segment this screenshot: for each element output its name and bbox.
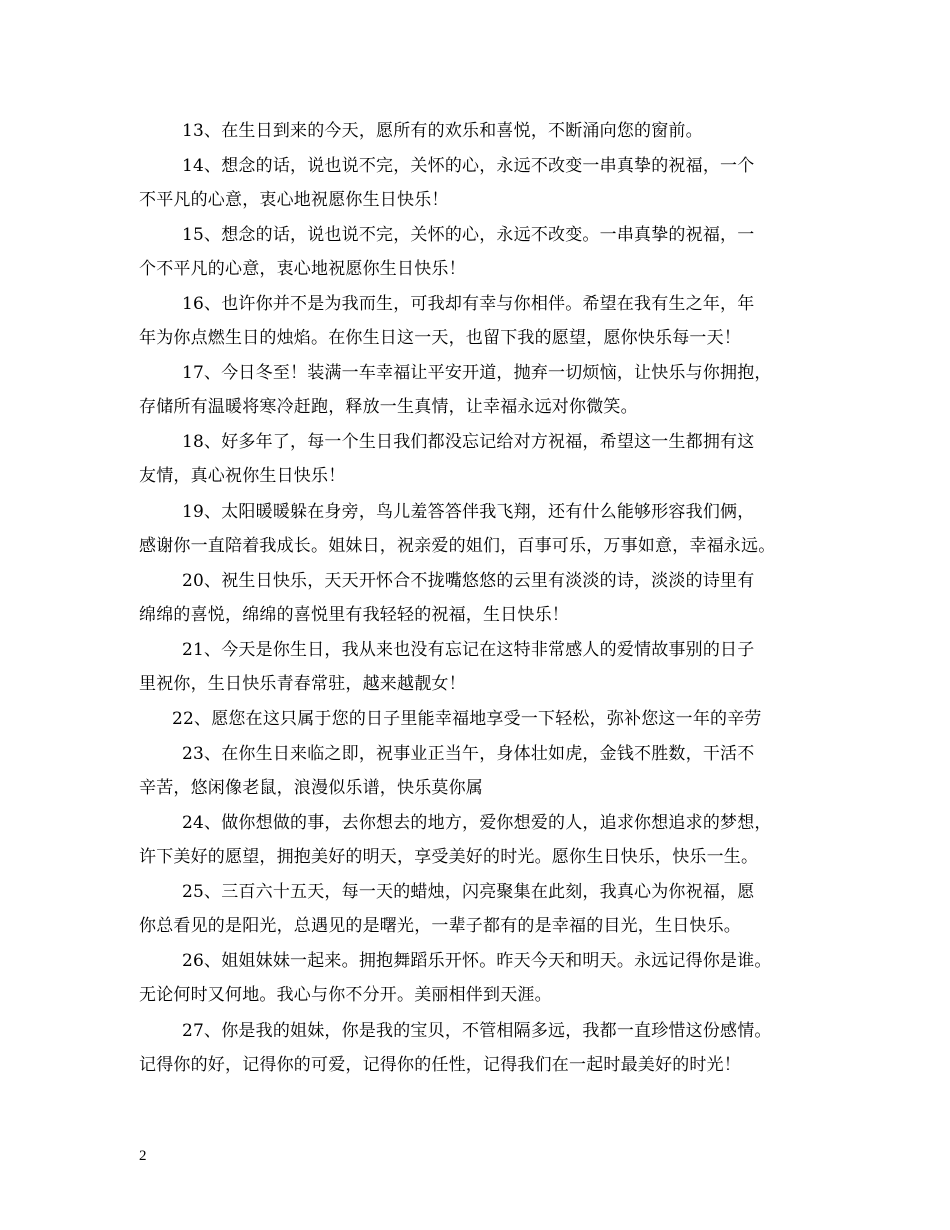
paragraph-first-line: 15、想念的话，说也说不完，关怀的心，永远不改变。一串真挚的祝福，一 — [182, 224, 755, 245]
paragraph — [139, 218, 827, 286]
paragraph-line: 许下美好的愿望，拥抱美好的明天，享受美好的时光。愿你生日快乐，快乐一生。 — [139, 847, 759, 867]
paragraph-line: 里祝你，生日快乐青春常驻，越来越靓女！ — [139, 674, 466, 694]
paragraph-first-line: 13、在生日到来的今天，愿所有的欢乐和喜悦，不断涌向您的窗前。 — [182, 121, 703, 141]
page-number: 2 — [139, 1148, 147, 1164]
paragraph-first-line: 17、今日冬至！装满一车幸福让平安开道，抛弃一切烦恼，让快乐与你拥抱， — [182, 363, 772, 384]
paragraph-line: 绵绵的喜悦，绵绵的喜悦里有我轻轻的祝福，生日快乐！ — [139, 604, 569, 625]
paragraph — [139, 944, 827, 1012]
paragraph-first-line: 19、太阳暖暖躲在身旁，鸟儿羞答答伴我飞翔，还有什么能够形容我们俩， — [182, 501, 755, 522]
paragraph-line: 感谢你一直陪着我成长。姐妹日，祝亲爱的姐们，百事可乐，万事如意，幸福永远。 — [139, 535, 776, 556]
paragraph — [139, 633, 827, 701]
paragraph-first-line: 21、今天是你生日，我从来也没有忘记在这特非常感人的爱情故事别的日子 — [182, 640, 755, 660]
paragraph-line: 年为你点燃生日的烛焰。在你生日这一天，也留下我的愿望，愿你快乐每一天！ — [139, 328, 741, 348]
paragraph — [139, 425, 827, 493]
paragraph-line: 友情，真心祝你生日快乐！ — [139, 466, 346, 487]
paragraph-first-line: 16、也许你并不是为我而生，可我却有幸与你相伴。希望在我有生之年，年 — [182, 294, 755, 314]
paragraph-first-line: 24、做你想做的事，去你想去的地方，爱你想爱的人，追求你想追求的梦想， — [182, 813, 772, 833]
paragraph-first-line: 20、祝生日快乐，天天开怀合不拢嘴悠悠的云里有淡淡的诗，淡淡的诗里有 — [182, 570, 755, 591]
paragraph-line: 辛苦，悠闲像老鼠，浪漫似乐谱，快乐莫你属 — [139, 777, 483, 798]
paragraph-first-line: 14、想念的话，说也说不完，关怀的心，永远不改变一串真挚的祝福，一个 — [182, 155, 755, 176]
paragraph — [139, 1014, 827, 1082]
paragraph — [139, 702, 827, 736]
paragraph-line: 记得你的好，记得你的可爱，记得你的任性，记得我们在一起时最美好的时光！ — [139, 1054, 741, 1075]
paragraph-first-line: 25、三百六十五天，每一天的蜡烛，闪亮聚集在此刻，我真心为你祝福，愿 — [182, 882, 755, 903]
paragraph — [139, 287, 827, 355]
paragraph-line: 无论何时又何地。我心与你不分开。美丽相伴到天涯。 — [139, 985, 552, 1006]
paragraph-line: 你总看见的是阳光，总遇见的是曙光，一辈子都有的是幸福的目光，生日快乐。 — [139, 916, 741, 937]
paragraph — [139, 737, 827, 805]
paragraph — [139, 495, 827, 563]
paragraph — [139, 149, 827, 217]
paragraph — [139, 356, 827, 424]
paragraph — [139, 806, 827, 874]
paragraph-line: 个不平凡的心意，衷心地祝愿你生日快乐！ — [139, 258, 466, 279]
paragraph-line: 不平凡的心意，衷心地祝愿你生日快乐！ — [139, 189, 449, 210]
paragraph-first-line: 27、你是我的姐妹，你是我的宝贝，不管相隔多远，我都一直珍惜这份感情。 — [182, 1020, 772, 1041]
paragraph-first-line: 22、愿您在这只属于您的日子里能幸福地享受一下轻松，弥补您这一年的辛劳 — [172, 709, 762, 730]
paragraph — [139, 875, 827, 943]
paragraph-first-line: 26、姐姐妹妹一起来。拥抱舞蹈乐开怀。昨天今天和明天。永远记得你是谁。 — [182, 951, 772, 972]
paragraph — [139, 114, 827, 148]
paragraph — [139, 564, 827, 632]
paragraph-line: 存储所有温暖将寒冷赶跑，释放一生真情，让幸福永远对你微笑。 — [139, 397, 638, 418]
paragraph-first-line: 18、好多年了，每一个生日我们都没忘记给对方祝福，希望这一生都拥有这 — [182, 432, 755, 453]
paragraph-first-line: 23、在你生日来临之即，祝事业正当午，身体壮如虎，金钱不胜数，干活不 — [182, 743, 755, 764]
